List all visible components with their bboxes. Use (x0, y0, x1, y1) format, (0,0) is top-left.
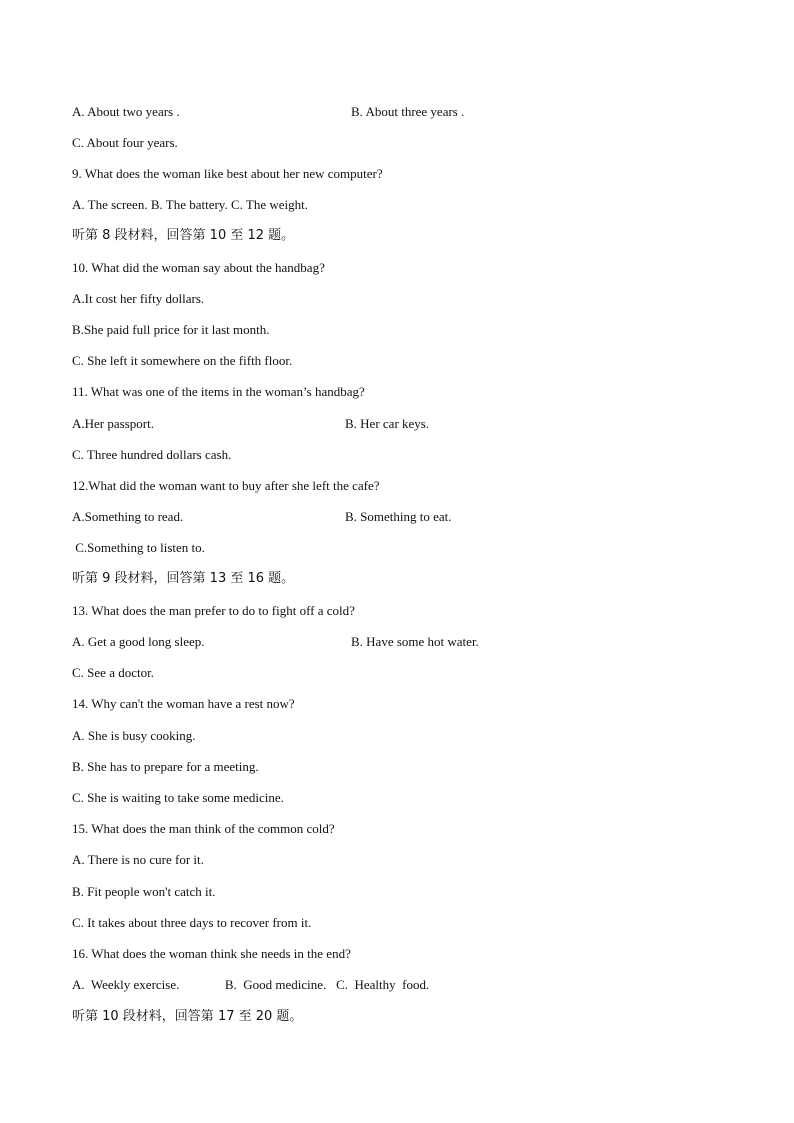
option-text: B. Have some hot water. (351, 634, 479, 649)
q10-option-a (72, 291, 204, 307)
option-text: A.Something to read. (72, 509, 184, 524)
option-text: A.It cost her fifty dollars. (72, 291, 205, 306)
section-instruction-8 (72, 228, 294, 244)
question-text: 12.What did the woman want to buy after she left the cafe? (72, 478, 380, 493)
question-16 (72, 946, 351, 962)
option-text: C. She left it somewhere on the fifth floor. (72, 353, 293, 368)
option-text: B. Fit people won't catch it. (72, 884, 216, 899)
option-text: C. She is waiting to take some medicine. (72, 790, 284, 805)
q14-option-a (72, 728, 196, 744)
question-15 (72, 821, 335, 837)
q15-option-b (72, 884, 216, 900)
question-text: 13. What does the man prefer to do to fight off a cold? (72, 603, 355, 618)
instruction-text: 听第 9 段材料，回答第 13 至 16 题。 (72, 571, 295, 586)
option-text: A. About two years . (72, 104, 180, 119)
option-text: A. Weekly exercise. B. Good medicine. C. Healthy food. (72, 977, 430, 992)
option-text: B. About three years . (351, 104, 465, 119)
option-text: C. See a doctor. (72, 665, 154, 680)
q12-options-row-1 (72, 509, 452, 525)
q11-options-row-1 (72, 416, 430, 432)
q15-option-a (72, 852, 204, 868)
instruction-text: 听第 10 段材料，回答第 17 至 20 题。 (72, 1009, 303, 1024)
option-text: B. Something to eat. (345, 509, 452, 524)
question-text: 16. What does the woman think she needs in the end? (72, 946, 351, 961)
option-text: C. It takes about three days to recover from it. (72, 915, 312, 930)
option-text: A. There is no cure for it. (72, 852, 204, 867)
option-text: B. She has to prepare for a meeting. (72, 759, 259, 774)
q15-option-c (72, 915, 311, 931)
question-text: 9. What does the woman like best about her new computer? (72, 166, 383, 181)
q9-options (72, 197, 308, 213)
option-text: A. She is busy cooking. (72, 728, 196, 743)
option-text: A. The screen. B. The battery. C. The weight. (72, 197, 308, 212)
question-text: 15. What does the man think of the common cold? (72, 821, 335, 836)
q14-option-b (72, 759, 259, 775)
option-text: B. Her car keys. (345, 416, 430, 431)
q8-options-row-2 (72, 135, 178, 151)
question-12 (72, 478, 380, 494)
q10-option-c (72, 353, 292, 369)
section-instruction-9 (72, 571, 294, 587)
option-text: C. About four years. (72, 135, 178, 150)
question-text: 11. What was one of the items in the woman’s handbag? (72, 384, 365, 399)
q10-option-b (72, 322, 270, 338)
question-text: 14. Why can't the woman have a rest now? (72, 696, 295, 711)
q13-options-row-2 (72, 665, 154, 681)
question-10 (72, 260, 325, 276)
option-text: C.Something to listen to. (72, 540, 205, 555)
question-11 (72, 384, 365, 400)
q12-options-row-2 (72, 540, 205, 556)
q11-options-row-2 (72, 447, 231, 463)
option-text: B.She paid full price for it last month. (72, 322, 270, 337)
section-instruction-10 (72, 1009, 302, 1025)
question-text: 10. What did the woman say about the handbag? (72, 260, 325, 275)
option-text: A. Get a good long sleep. (72, 634, 205, 649)
option-text: C. Three hundred dollars cash. (72, 447, 232, 462)
q8-options-row-1 (72, 104, 465, 120)
instruction-text: 听第 8 段材料，回答第 10 至 12 题。 (72, 228, 295, 243)
q14-option-c (72, 790, 284, 806)
question-13 (72, 603, 355, 619)
question-9 (72, 166, 383, 182)
q13-options-row-1 (72, 634, 479, 650)
q16-options (72, 977, 429, 993)
question-14 (72, 696, 295, 712)
option-text: A.Her passport. (72, 416, 154, 431)
